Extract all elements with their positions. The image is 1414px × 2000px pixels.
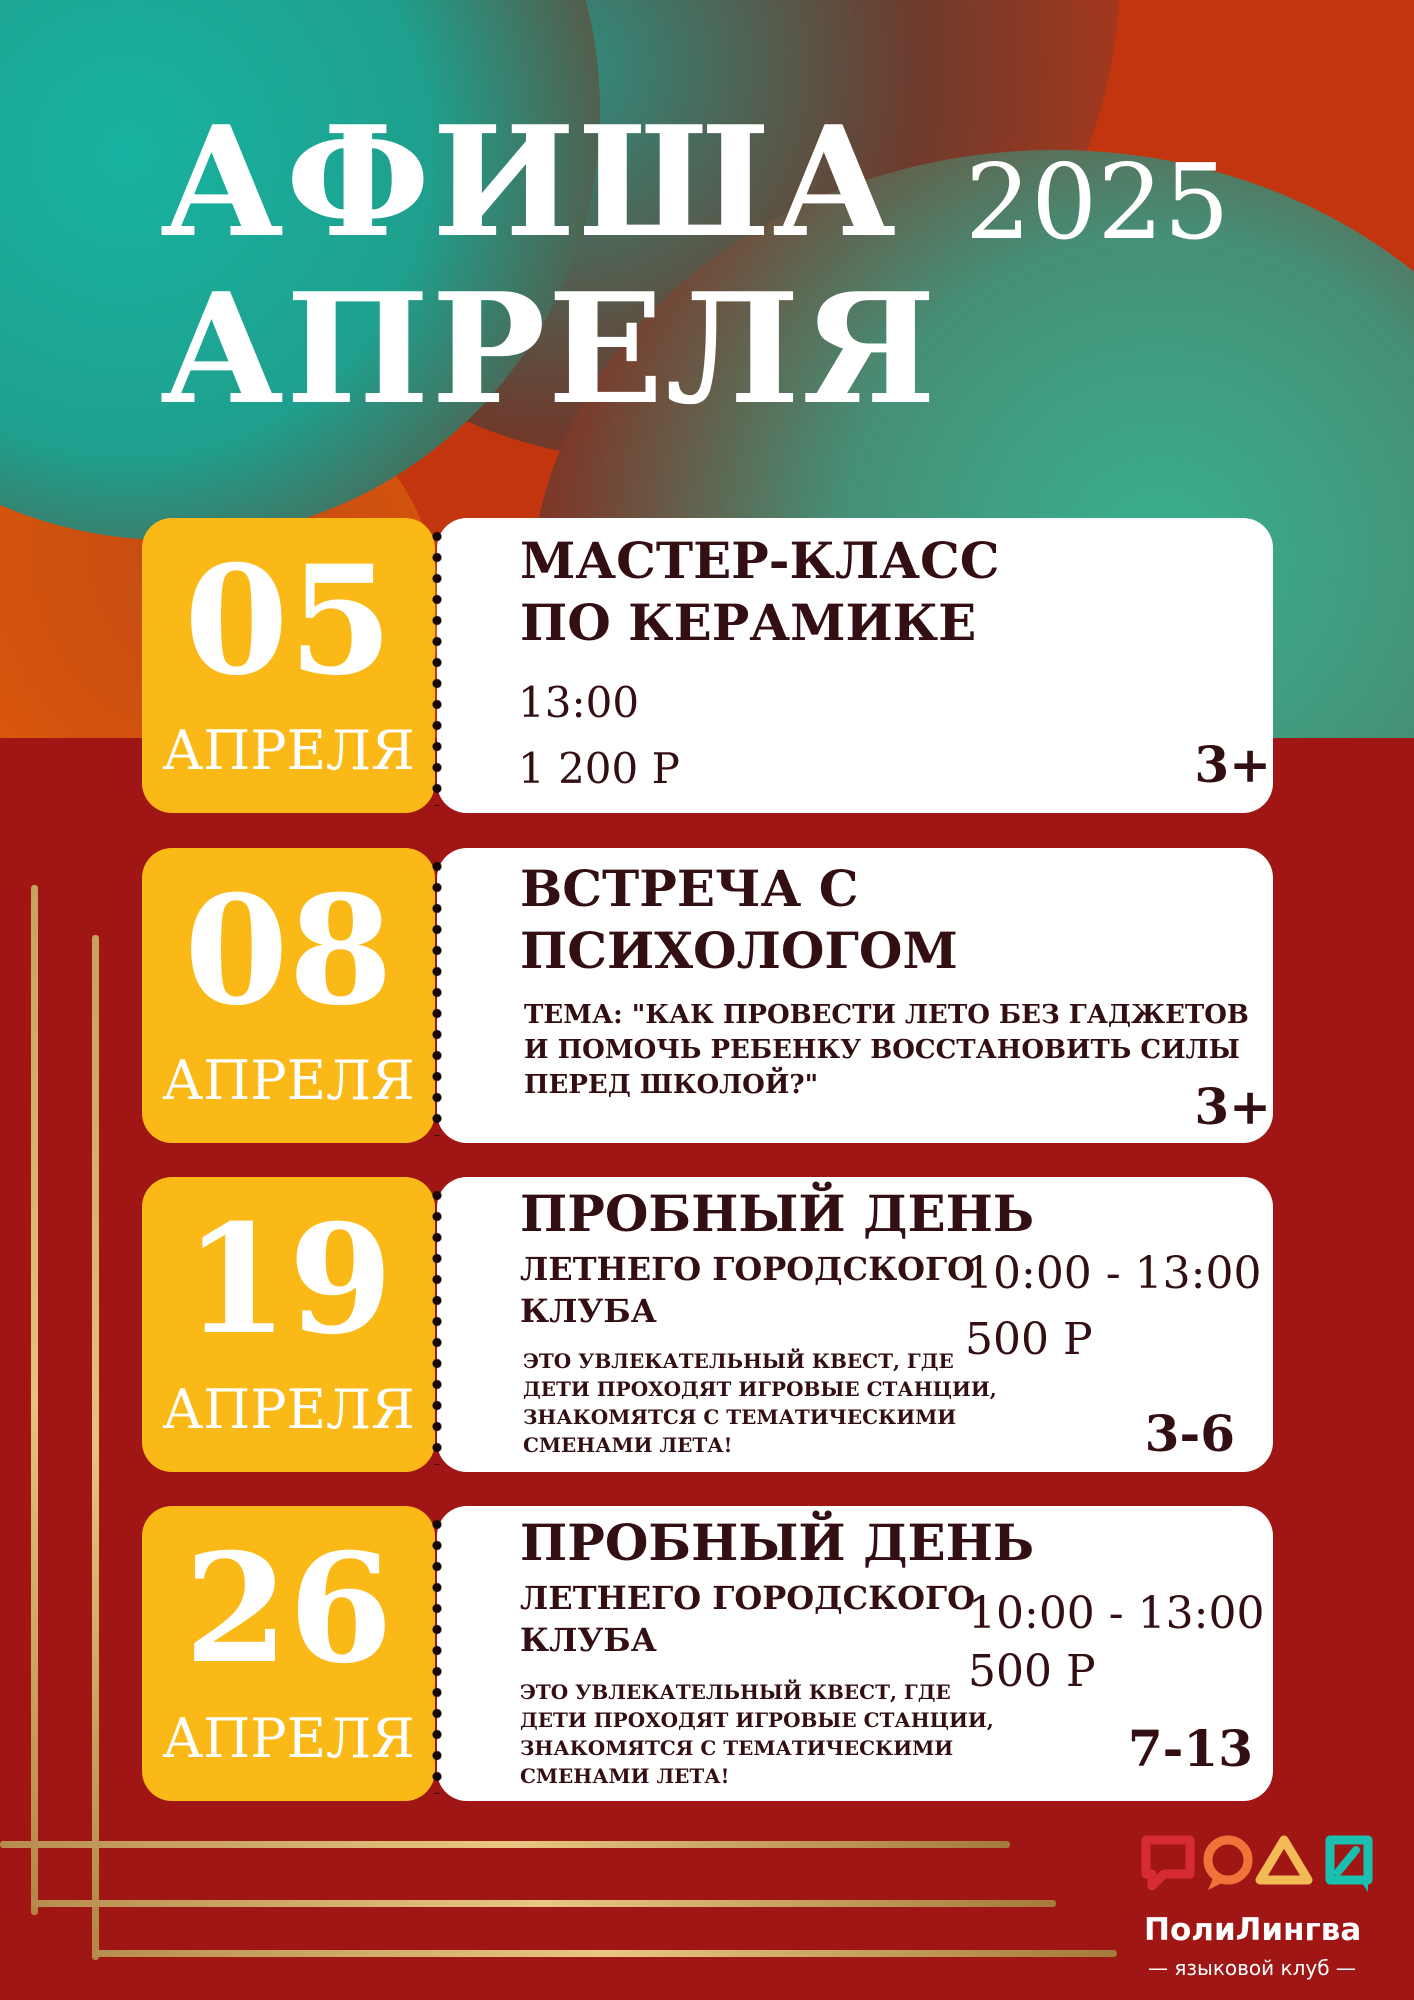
event-description: ЗНАКОМЯТСЯ С ТЕМАТИЧЕСКИМИ: [523, 1405, 957, 1429]
event-theme: И ПОМОЧЬ РЕБЕНКУ ВОССТАНОВИТЬ СИЛЫ: [524, 1035, 1240, 1065]
age-badge: 3-6: [1144, 1404, 1235, 1463]
date-box: [142, 848, 435, 1143]
date-box: [142, 1506, 435, 1801]
event-time: 10:00 - 13:00: [965, 1248, 1262, 1299]
event-time: 13:00: [518, 678, 640, 727]
age-badge: 3+: [1194, 735, 1271, 794]
age-badge: 3+: [1194, 1077, 1271, 1136]
event-title: МАСТЕР-КЛАСС: [520, 531, 1000, 590]
event-price: 500 Р: [965, 1314, 1093, 1365]
event-subtitle: ЛЕТНЕГО ГОРОДСКОГО: [520, 1250, 976, 1288]
event-description: ДЕТИ ПРОХОДЯТ ИГРОВЫЕ СТАНЦИИ,: [523, 1377, 997, 1401]
event-card: [437, 848, 1273, 1143]
event-description: ЭТО УВЛЕКАТЕЛЬНЫЙ КВЕСТ, ГДЕ: [523, 1349, 954, 1373]
logo: [1138, 1832, 1378, 1987]
event-title: ПСИХОЛОГОМ: [520, 921, 958, 980]
date-box: [142, 518, 435, 813]
event-card: [437, 518, 1273, 813]
event-title: ПРОБНЫЙ ДЕНЬ: [520, 1184, 1035, 1243]
page-title-line-2: АПРЕЛЯ: [160, 259, 938, 438]
date-day: 08: [184, 863, 393, 1039]
date-month: АПРЕЛЯ: [162, 1707, 415, 1770]
year: 2025: [965, 141, 1230, 263]
event-subtitle: КЛУБА: [520, 1621, 657, 1659]
event-theme: ТЕМА: "КАК ПРОВЕСТИ ЛЕТО БЕЗ ГАДЖЕТОВ: [524, 1000, 1249, 1030]
date-day: 05: [184, 533, 393, 709]
gold-line: [92, 1950, 1117, 1957]
event-card: [437, 1506, 1273, 1801]
event-title: ВСТРЕЧА С: [520, 859, 859, 918]
event-title: ПРОБНЫЙ ДЕНЬ: [520, 1513, 1035, 1572]
event-subtitle: КЛУБА: [520, 1292, 657, 1330]
date-box: [142, 1177, 435, 1472]
event-description: ЗНАКОМЯТСЯ С ТЕМАТИЧЕСКИМИ: [520, 1736, 954, 1760]
perforation: [431, 526, 443, 806]
event-description: ЭТО УВЛЕКАТЕЛЬНЫЙ КВЕСТ, ГДЕ: [520, 1680, 951, 1704]
logo-name: ПолиЛингва: [1144, 1912, 1362, 1948]
date-day: 19: [184, 1192, 393, 1368]
event-description: ДЕТИ ПРОХОДЯТ ИГРОВЫЕ СТАНЦИИ,: [520, 1708, 994, 1732]
event-price: 1 200 Р: [518, 744, 680, 793]
perforation: [431, 1185, 443, 1465]
perforation: [431, 1514, 443, 1794]
event-description: СМЕНАМИ ЛЕТА!: [520, 1764, 730, 1788]
event-theme: ПЕРЕД ШКОЛОЙ?": [524, 1070, 819, 1100]
date-day: 26: [184, 1521, 393, 1697]
event-card: [437, 1177, 1273, 1472]
date-month: АПРЕЛЯ: [162, 1049, 415, 1112]
logo-tagline: — языковой клуб —: [1148, 1956, 1356, 1980]
date-month: АПРЕЛЯ: [162, 1378, 415, 1441]
date-month: АПРЕЛЯ: [162, 719, 415, 782]
page-title-line-1: АФИША: [160, 92, 899, 271]
event-title: ПО КЕРАМИКЕ: [520, 593, 977, 652]
age-badge: 7-13: [1127, 1719, 1253, 1778]
gold-line: [92, 935, 99, 1960]
gold-line: [0, 1841, 1010, 1848]
speech-bubbles-logo-icon: [1138, 1832, 1378, 1907]
perforation: [431, 856, 443, 1136]
gold-line: [31, 885, 38, 1915]
event-subtitle: ЛЕТНЕГО ГОРОДСКОГО: [520, 1579, 976, 1617]
event-description: СМЕНАМИ ЛЕТА!: [523, 1433, 733, 1457]
event-price: 500 Р: [968, 1646, 1096, 1697]
event-time: 10:00 - 13:00: [968, 1588, 1265, 1639]
gold-line: [31, 1900, 1056, 1907]
